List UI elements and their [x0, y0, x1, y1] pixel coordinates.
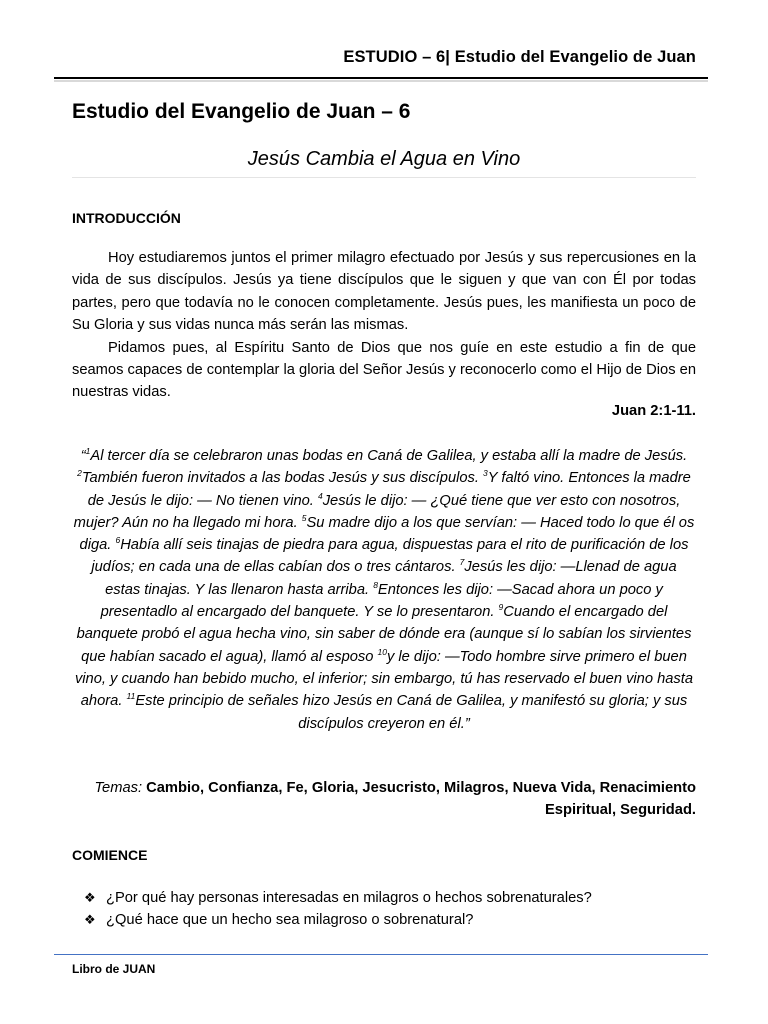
verse-text: Había allí seis tinajas de piedra para agua, dispuestas para el rito de purificación de los judíos; en cada una de ellas cabían dos o tres cántaros.: [91, 537, 689, 576]
start-heading: COMIENCE: [72, 847, 148, 863]
verse-number: 1: [85, 446, 91, 457]
verse-text: Este principio de señales hizo Jesús en Caná de Galilea, y manifestó su gloria; y sus discípulos creyeron en él.: [135, 693, 688, 732]
topics-line: [72, 777, 696, 822]
topics-label: Temas:: [94, 780, 143, 796]
verse-number: 8: [373, 579, 378, 590]
question-text: ¿Qué hace que un hecho sea milagroso o sobrenatural?: [106, 912, 474, 929]
verse-text: Jesús le dijo: — ¿Qué tiene que ver esto con nosotros, mujer? Aún no ha llegado mi hora.: [73, 492, 681, 531]
page-subtitle: Jesús Cambia el Agua en Vino: [247, 148, 521, 170]
verse-text: Su madre dijo a los que servían: — Haced todo lo que él os diga.: [79, 514, 695, 554]
verse-number: 4: [317, 490, 323, 501]
verse-text: Y faltó vino. Entonces la madre de Jesús le dijo: — No tienen vino.: [87, 470, 691, 509]
introduction-body: [72, 247, 696, 404]
verse-number: 9: [498, 602, 504, 613]
verse-text: Jesús les dijo: —Llenad de agua estas tinajas. Y las llenaron hasta arriba.: [105, 559, 677, 598]
verse-number: 2: [77, 468, 82, 479]
verse-number: 11: [126, 691, 136, 702]
question-text: ¿Por qué hay personas interesadas en milagros o hechos sobrenaturales?: [106, 890, 592, 906]
footer-divider: [54, 954, 708, 955]
running-header: ESTUDIO – 6| Estudio del Evangelio de Juan: [343, 48, 696, 66]
footer-text: Libro de JUAN: [72, 962, 156, 976]
open-quote: “: [80, 448, 86, 464]
verse-number: 7: [459, 557, 465, 568]
list-item: [84, 909, 696, 931]
introduction-heading: INTRODUCCIÓN: [72, 210, 181, 226]
verse-text: Al tercer día se celebraron unas bodas en Caná de Galilea, y estaba allí la madre de Jesús.: [90, 448, 688, 464]
verse-number: 5: [301, 513, 307, 523]
diamond-four-bullet-icon: ❖: [84, 912, 96, 928]
introduction-paragraph: Hoy estudiaremos juntos el primer milagro efectuado por Jesús y sus repercusiones en la vida de sus discípulos. Jesús ya tiene discípulos que le siguen y que van con Él por todas partes, pero que todavía no le conocen completamente. Jesús pues, les manifiesta un poco de Su Gloria y sus vidas nunca más serán las mismas.: [72, 250, 696, 334]
verse-text: y le dijo: —Todo hombre sirve primero el buen vino, y cuando han bebido mucho, el inferior; sin embargo, tú has reservado el buen vino hasta ahora.: [74, 648, 694, 710]
title-divider: [72, 177, 696, 178]
verse-number: 10: [377, 646, 387, 657]
header-divider: [54, 77, 708, 79]
diamond-four-bullet-icon: ❖: [84, 890, 96, 905]
verse-text: También fueron invitados a las bodas Jesús y sus discípulos.: [81, 470, 484, 487]
question-list: [84, 887, 696, 932]
close-quote: ”: [464, 715, 470, 732]
verse-text: Cuando el encargado del banquete probó el agua hecha vino, sin saber de dónde era (aunque sí lo sabían los sirvientes que habían sacado el agua), llamó al esposo: [76, 604, 692, 665]
scripture-passage: [72, 445, 696, 735]
verse-text: Entonces les dijo: —Sacad ahora un poco y presentadlo al encargado del banquete. Y se lo presentaron.: [100, 581, 663, 621]
list-item: [84, 887, 696, 909]
verse-number: 6: [115, 535, 121, 546]
header-divider-shadow: [54, 80, 708, 82]
introduction-paragraph: Pidamos pues, al Espíritu Santo de Dios que nos guíe en este estudio a fin de que seamos capaces de contemplar la gloria del Señor Jesús y reconocerlo como el Hijo de Dios en nuestras vidas.: [72, 339, 696, 401]
verse-number: 3: [483, 468, 488, 479]
page-title: Estudio del Evangelio de Juan – 6: [72, 100, 411, 123]
scripture-reference: Juan 2:1-11.: [611, 403, 696, 419]
topics-list: Cambio, Confianza, Fe, Gloria, Jesucristo, Milagros, Nueva Vida, Renacimiento Espiritual, Seguridad.: [146, 780, 696, 819]
